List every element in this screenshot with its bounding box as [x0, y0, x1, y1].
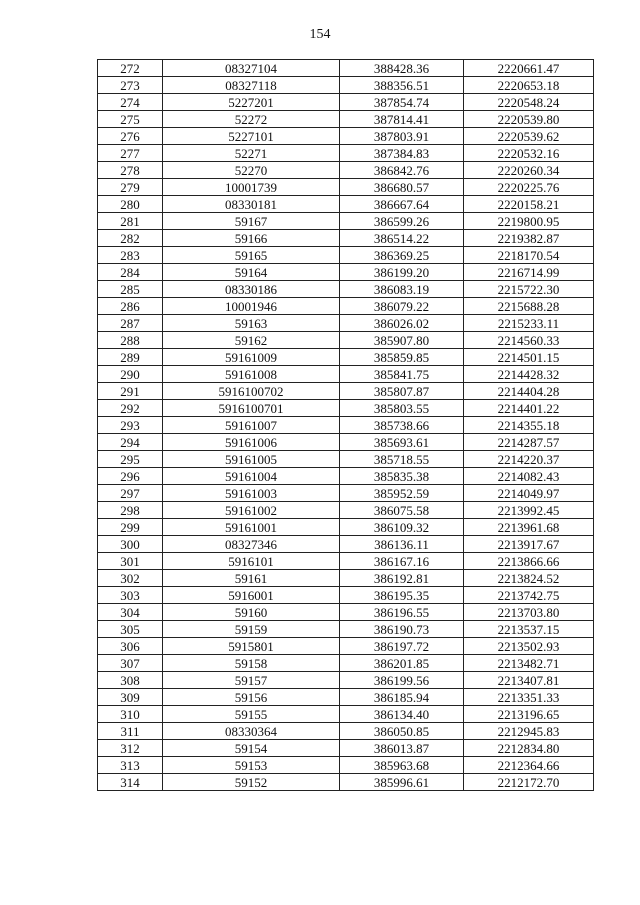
point-id-cell: 59162 [163, 332, 340, 349]
page-number: 154 [309, 27, 331, 42]
y-coordinate-cell: 2213407.81 [464, 672, 594, 689]
row-number-cell: 298 [98, 502, 163, 519]
table-row [98, 519, 594, 536]
y-coordinate-cell: 2214220.37 [464, 451, 594, 468]
x-coordinate-cell: 386667.64 [340, 196, 464, 213]
table-row [98, 281, 594, 298]
x-coordinate-cell: 387384.83 [340, 145, 464, 162]
point-id-cell: 59158 [163, 655, 340, 672]
row-number-cell: 292 [98, 400, 163, 417]
x-coordinate-cell: 386190.73 [340, 621, 464, 638]
point-id-cell: 59152 [163, 774, 340, 791]
y-coordinate-cell: 2214049.97 [464, 485, 594, 502]
point-id-cell: 59154 [163, 740, 340, 757]
row-number-cell: 309 [98, 689, 163, 706]
row-number-cell: 287 [98, 315, 163, 332]
point-id-cell: 59164 [163, 264, 340, 281]
y-coordinate-cell: 2220260.34 [464, 162, 594, 179]
row-number-cell: 277 [98, 145, 163, 162]
table-row [98, 553, 594, 570]
table-row [98, 264, 594, 281]
point-id-cell: 59155 [163, 706, 340, 723]
x-coordinate-cell: 386599.26 [340, 213, 464, 230]
point-id-cell: 59161002 [163, 502, 340, 519]
x-coordinate-cell: 386199.56 [340, 672, 464, 689]
x-coordinate-cell: 385693.61 [340, 434, 464, 451]
x-coordinate-cell: 386134.40 [340, 706, 464, 723]
table-row [98, 196, 594, 213]
y-coordinate-cell: 2213482.71 [464, 655, 594, 672]
point-id-cell: 59156 [163, 689, 340, 706]
x-coordinate-cell: 385952.59 [340, 485, 464, 502]
x-coordinate-cell: 386195.35 [340, 587, 464, 604]
point-id-cell: 5227201 [163, 94, 340, 111]
table-row [98, 179, 594, 196]
y-coordinate-cell: 2213961.68 [464, 519, 594, 536]
y-coordinate-cell: 2212834.80 [464, 740, 594, 757]
point-id-cell: 59157 [163, 672, 340, 689]
point-id-cell: 52271 [163, 145, 340, 162]
row-number-cell: 307 [98, 655, 163, 672]
y-coordinate-cell: 2213703.80 [464, 604, 594, 621]
x-coordinate-cell: 386050.85 [340, 723, 464, 740]
point-id-cell: 5916001 [163, 587, 340, 604]
table-row [98, 417, 594, 434]
table-row [98, 638, 594, 655]
x-coordinate-cell: 385996.61 [340, 774, 464, 791]
y-coordinate-cell: 2213866.66 [464, 553, 594, 570]
y-coordinate-cell: 2214404.28 [464, 383, 594, 400]
y-coordinate-cell: 2220539.62 [464, 128, 594, 145]
row-number-cell: 293 [98, 417, 163, 434]
point-id-cell: 5915801 [163, 638, 340, 655]
y-coordinate-cell: 2215688.28 [464, 298, 594, 315]
x-coordinate-cell: 386185.94 [340, 689, 464, 706]
y-coordinate-cell: 2214401.22 [464, 400, 594, 417]
y-coordinate-cell: 2214287.57 [464, 434, 594, 451]
row-number-cell: 295 [98, 451, 163, 468]
x-coordinate-cell: 388356.51 [340, 77, 464, 94]
x-coordinate-cell: 386197.72 [340, 638, 464, 655]
y-coordinate-cell: 2214355.18 [464, 417, 594, 434]
row-number-cell: 281 [98, 213, 163, 230]
point-id-cell: 59161009 [163, 349, 340, 366]
row-number-cell: 296 [98, 468, 163, 485]
y-coordinate-cell: 2220661.47 [464, 60, 594, 77]
x-coordinate-cell: 387803.91 [340, 128, 464, 145]
table-row [98, 128, 594, 145]
table-row [98, 468, 594, 485]
row-number-cell: 275 [98, 111, 163, 128]
y-coordinate-cell: 2213537.15 [464, 621, 594, 638]
table-row [98, 247, 594, 264]
row-number-cell: 297 [98, 485, 163, 502]
point-id-cell: 08330186 [163, 281, 340, 298]
point-id-cell: 59161005 [163, 451, 340, 468]
x-coordinate-cell: 386514.22 [340, 230, 464, 247]
coordinates-table-body [98, 60, 594, 791]
row-number-cell: 278 [98, 162, 163, 179]
point-id-cell: 59161007 [163, 417, 340, 434]
x-coordinate-cell: 385963.68 [340, 757, 464, 774]
row-number-cell: 299 [98, 519, 163, 536]
y-coordinate-cell: 2220539.80 [464, 111, 594, 128]
y-coordinate-cell: 2215233.11 [464, 315, 594, 332]
y-coordinate-cell: 2213742.75 [464, 587, 594, 604]
x-coordinate-cell: 386075.58 [340, 502, 464, 519]
x-coordinate-cell: 386369.25 [340, 247, 464, 264]
table-row [98, 315, 594, 332]
point-id-cell: 59161006 [163, 434, 340, 451]
table-row [98, 587, 594, 604]
row-number-cell: 279 [98, 179, 163, 196]
table-row [98, 774, 594, 791]
x-coordinate-cell: 386201.85 [340, 655, 464, 672]
table-row [98, 689, 594, 706]
row-number-cell: 276 [98, 128, 163, 145]
table-row [98, 111, 594, 128]
y-coordinate-cell: 2214082.43 [464, 468, 594, 485]
row-number-cell: 306 [98, 638, 163, 655]
x-coordinate-cell: 386013.87 [340, 740, 464, 757]
point-id-cell: 59163 [163, 315, 340, 332]
x-coordinate-cell: 387814.41 [340, 111, 464, 128]
row-number-cell: 305 [98, 621, 163, 638]
table-row [98, 400, 594, 417]
y-coordinate-cell: 2213502.93 [464, 638, 594, 655]
point-id-cell: 59161004 [163, 468, 340, 485]
point-id-cell: 10001946 [163, 298, 340, 315]
table-row [98, 451, 594, 468]
row-number-cell: 312 [98, 740, 163, 757]
table-row [98, 77, 594, 94]
table-row [98, 349, 594, 366]
y-coordinate-cell: 2220158.21 [464, 196, 594, 213]
point-id-cell: 59160 [163, 604, 340, 621]
row-number-cell: 284 [98, 264, 163, 281]
y-coordinate-cell: 2213992.45 [464, 502, 594, 519]
y-coordinate-cell: 2212945.83 [464, 723, 594, 740]
row-number-cell: 288 [98, 332, 163, 349]
x-coordinate-cell: 386196.55 [340, 604, 464, 621]
point-id-cell: 52270 [163, 162, 340, 179]
table-row [98, 502, 594, 519]
table-row [98, 485, 594, 502]
point-id-cell: 5916100702 [163, 383, 340, 400]
row-number-cell: 283 [98, 247, 163, 264]
row-number-cell: 280 [98, 196, 163, 213]
x-coordinate-cell: 388428.36 [340, 60, 464, 77]
row-number-cell: 313 [98, 757, 163, 774]
x-coordinate-cell: 387854.74 [340, 94, 464, 111]
y-coordinate-cell: 2214428.32 [464, 366, 594, 383]
x-coordinate-cell: 386680.57 [340, 179, 464, 196]
row-number-cell: 291 [98, 383, 163, 400]
y-coordinate-cell: 2213917.67 [464, 536, 594, 553]
point-id-cell: 59161 [163, 570, 340, 587]
x-coordinate-cell: 386109.32 [340, 519, 464, 536]
row-number-cell: 308 [98, 672, 163, 689]
x-coordinate-cell: 386083.19 [340, 281, 464, 298]
row-number-cell: 300 [98, 536, 163, 553]
y-coordinate-cell: 2212364.66 [464, 757, 594, 774]
row-number-cell: 303 [98, 587, 163, 604]
point-id-cell: 10001739 [163, 179, 340, 196]
y-coordinate-cell: 2220548.24 [464, 94, 594, 111]
y-coordinate-cell: 2219800.95 [464, 213, 594, 230]
y-coordinate-cell: 2220225.76 [464, 179, 594, 196]
row-number-cell: 272 [98, 60, 163, 77]
point-id-cell: 08327346 [163, 536, 340, 553]
x-coordinate-cell: 386079.22 [340, 298, 464, 315]
table-row [98, 604, 594, 621]
table-row [98, 383, 594, 400]
row-number-cell: 282 [98, 230, 163, 247]
y-coordinate-cell: 2218170.54 [464, 247, 594, 264]
point-id-cell: 59161003 [163, 485, 340, 502]
point-id-cell: 5916100701 [163, 400, 340, 417]
row-number-cell: 273 [98, 77, 163, 94]
point-id-cell: 5227101 [163, 128, 340, 145]
row-number-cell: 302 [98, 570, 163, 587]
y-coordinate-cell: 2220653.18 [464, 77, 594, 94]
point-id-cell: 59161001 [163, 519, 340, 536]
table-row [98, 434, 594, 451]
point-id-cell: 59161008 [163, 366, 340, 383]
point-id-cell: 59159 [163, 621, 340, 638]
table-row [98, 655, 594, 672]
x-coordinate-cell: 386842.76 [340, 162, 464, 179]
table-row [98, 230, 594, 247]
row-number-cell: 285 [98, 281, 163, 298]
table-row [98, 723, 594, 740]
y-coordinate-cell: 2215722.30 [464, 281, 594, 298]
point-id-cell: 59153 [163, 757, 340, 774]
x-coordinate-cell: 386199.20 [340, 264, 464, 281]
point-id-cell: 59167 [163, 213, 340, 230]
y-coordinate-cell: 2219382.87 [464, 230, 594, 247]
table-row [98, 332, 594, 349]
x-coordinate-cell: 385738.66 [340, 417, 464, 434]
point-id-cell: 08327118 [163, 77, 340, 94]
y-coordinate-cell: 2214560.33 [464, 332, 594, 349]
row-number-cell: 274 [98, 94, 163, 111]
table-row [98, 366, 594, 383]
x-coordinate-cell: 386192.81 [340, 570, 464, 587]
x-coordinate-cell: 385803.55 [340, 400, 464, 417]
x-coordinate-cell: 385859.85 [340, 349, 464, 366]
y-coordinate-cell: 2220532.16 [464, 145, 594, 162]
table-row [98, 60, 594, 77]
row-number-cell: 311 [98, 723, 163, 740]
row-number-cell: 304 [98, 604, 163, 621]
x-coordinate-cell: 386026.02 [340, 315, 464, 332]
row-number-cell: 289 [98, 349, 163, 366]
x-coordinate-cell: 385718.55 [340, 451, 464, 468]
y-coordinate-cell: 2216714.99 [464, 264, 594, 281]
row-number-cell: 290 [98, 366, 163, 383]
y-coordinate-cell: 2213351.33 [464, 689, 594, 706]
point-id-cell: 59166 [163, 230, 340, 247]
row-number-cell: 301 [98, 553, 163, 570]
y-coordinate-cell: 2213824.52 [464, 570, 594, 587]
x-coordinate-cell: 385807.87 [340, 383, 464, 400]
row-number-cell: 310 [98, 706, 163, 723]
table-row [98, 298, 594, 315]
table-row [98, 740, 594, 757]
table-row [98, 621, 594, 638]
point-id-cell: 52272 [163, 111, 340, 128]
y-coordinate-cell: 2213196.65 [464, 706, 594, 723]
table-row [98, 162, 594, 179]
x-coordinate-cell: 385841.75 [340, 366, 464, 383]
row-number-cell: 314 [98, 774, 163, 791]
table-row [98, 570, 594, 587]
x-coordinate-cell: 385835.38 [340, 468, 464, 485]
table-row [98, 672, 594, 689]
table-row [98, 213, 594, 230]
table-row [98, 94, 594, 111]
table-row [98, 145, 594, 162]
row-number-cell: 286 [98, 298, 163, 315]
table-row [98, 757, 594, 774]
point-id-cell: 08330364 [163, 723, 340, 740]
point-id-cell: 08327104 [163, 60, 340, 77]
row-number-cell: 294 [98, 434, 163, 451]
x-coordinate-cell: 386167.16 [340, 553, 464, 570]
table-row [98, 706, 594, 723]
x-coordinate-cell: 386136.11 [340, 536, 464, 553]
x-coordinate-cell: 385907.80 [340, 332, 464, 349]
y-coordinate-cell: 2214501.15 [464, 349, 594, 366]
coordinates-table [97, 59, 594, 791]
point-id-cell: 5916101 [163, 553, 340, 570]
point-id-cell: 08330181 [163, 196, 340, 213]
table-row [98, 536, 594, 553]
point-id-cell: 59165 [163, 247, 340, 264]
y-coordinate-cell: 2212172.70 [464, 774, 594, 791]
